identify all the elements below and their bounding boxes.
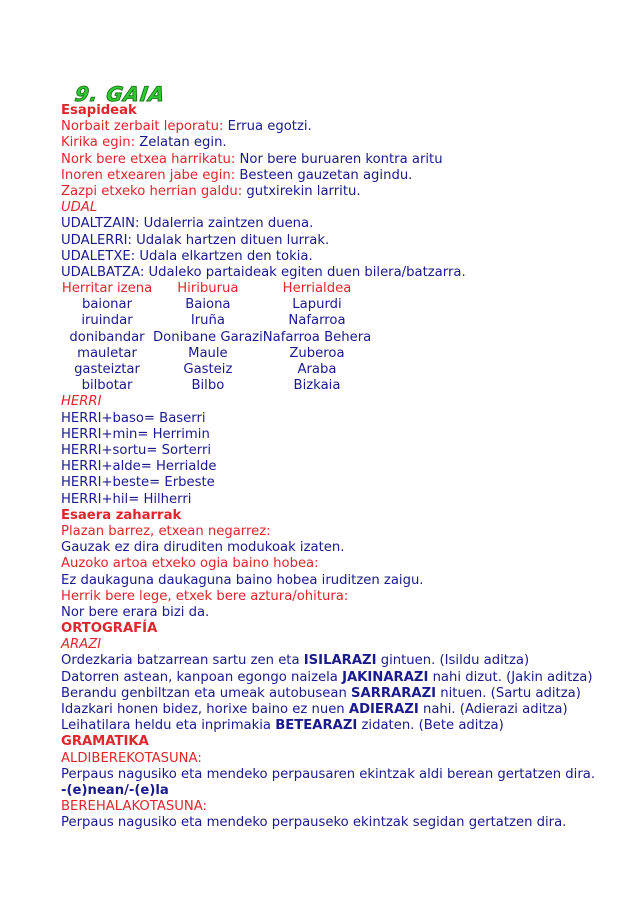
esapide-item: Inoren etxearen jabe egin: Besteen gauzetan agindu. (61, 167, 413, 183)
table-header: Herrialdea (282, 281, 352, 297)
esapide-item: Kirika egin: Zelatan egin. (61, 135, 227, 151)
table-cell: Bizkaia (293, 378, 341, 394)
table-row (61, 362, 371, 378)
table-cell: Nafarroa Behera (262, 329, 372, 345)
berehalakotasuna-text: Perpaus nagusiko eta mendeko perpauseko ekintzak segidan gertatzen dira. (61, 815, 567, 831)
table-cell: iruindar (81, 313, 133, 329)
herri-heading: HERRI (61, 394, 102, 410)
ortografia-heading: ORTOGRAFÍA (61, 621, 158, 637)
page-title: 9. GAIA (73, 82, 167, 106)
table-cell: bilbotar (81, 378, 133, 394)
esaera-saying: Auzoko artoa etxeko ogia baino hobea: (61, 556, 319, 572)
herri-line: HERRI+hil= Hilherri (61, 491, 192, 507)
udal-line: UDALTZAIN: Udalerria zaintzen duena. (61, 216, 314, 232)
table-cell: Iruña (190, 313, 225, 329)
example-sentence: Datorren astean, kanpoan egongo naizela JAKINARAZI nahi dizut. (Jakin aditza) (61, 669, 593, 685)
table-cell: mauletar (77, 345, 137, 361)
herri-line: HERRI+sortu= Sorterri (61, 443, 212, 459)
table-header: Hiriburua (177, 281, 239, 297)
herri-line: HERRI+beste= Erbeste (61, 475, 215, 491)
esaera-saying: Plazan barrez, etxean negarrez: (61, 523, 271, 539)
table-row (61, 378, 371, 394)
table-cell: Zuberoa (289, 345, 345, 361)
herri-line: HERRI+alde= Herrialde (61, 459, 217, 475)
example-sentence: Idazkari honen bidez, horixe baino ez nuen ADIERAZI nahi. (Adierazi aditza) (61, 702, 568, 718)
udal-line: UDALERRI: Udalak hartzen dituen lurrak. (61, 232, 330, 248)
table-cell: Nafarroa (288, 313, 346, 329)
table-cell: Gasteiz (183, 362, 233, 378)
table-row (61, 313, 371, 329)
udal-line: UDALETXE: Udala elkartzen den tokia. (61, 248, 313, 264)
example-sentence: Berandu genbiltzan eta umeak autobusean SARRARAZI nituen. (Sartu aditza) (61, 685, 581, 701)
gramatika-heading: GRAMATIKA (61, 734, 149, 750)
esaera-meaning: Ez daukaguna daukaguna baino hobea iruditzen zaigu. (61, 572, 424, 588)
berehalakotasuna-label: BEREHALAKOTASUNA: (61, 799, 207, 815)
esaera-meaning: Nor bere erara bizi da. (61, 604, 210, 620)
document-body (61, 103, 633, 832)
table-row (61, 297, 371, 313)
aldiberekotasuna-label: ALDIBEREKOTASUNA: (61, 750, 202, 766)
example-sentence: Ordezkaria batzarrean sartu zen eta ISILARAZI gintuen. (Isildu aditza) (61, 653, 530, 669)
esaera-meaning: Gauzak ez dira diruditen modukoak izaten. (61, 540, 345, 556)
esapide-item: Norbait zerbait leporatu: Errua egotzi. (61, 119, 312, 135)
aldiberekotasuna-text: Perpaus nagusiko eta mendeko perpausaren ekintzak aldi berean gertatzen dira. (61, 766, 596, 782)
table-cell: donibandar (69, 329, 145, 345)
esaera-heading: Esaera zaharrak (61, 507, 182, 523)
table-cell: Bilbo (191, 378, 225, 394)
table-header-row (61, 281, 371, 297)
table-cell: Maule (188, 345, 228, 361)
esapide-item: Nork bere etxea harrikatu: Nor bere buruaren kontra aritu (61, 151, 443, 167)
herrialde-table (61, 281, 371, 394)
table-cell: Donibane Garazi (153, 329, 263, 345)
table-row (61, 346, 371, 362)
esapide-item: Zazpi etxeko herrian galdu: gutxirekin larritu. (61, 183, 361, 199)
esaera-saying: Herrik bere lege, etxek bere aztura/ohitura: (61, 588, 349, 604)
table-header: Herritar izena (61, 281, 153, 297)
esapideak-heading: Esapideak (61, 103, 137, 118)
table-cell: gasteiztar (74, 362, 140, 378)
herri-line: HERRI+baso= Baserri (61, 410, 206, 426)
table-cell: Lapurdi (292, 297, 342, 313)
table-row (61, 330, 371, 346)
udal-heading: UDAL (61, 200, 98, 216)
table-cell: Baiona (185, 297, 231, 313)
example-sentence: Leihatilara heldu eta inprimakia BETEARAZI zidaten. (Bete aditza) (61, 718, 504, 734)
suffix-marker: -(e)nean/-(e)la (61, 783, 169, 799)
arazi-subheading: ARAZI (61, 637, 102, 653)
udal-line: UDALBATZA: Udaleko partaideak egiten duen bilera/batzarra. (61, 264, 466, 280)
herri-line: HERRI+min= Herrimin (61, 426, 210, 442)
table-cell: baionar (81, 297, 133, 313)
table-cell: Araba (297, 362, 337, 378)
